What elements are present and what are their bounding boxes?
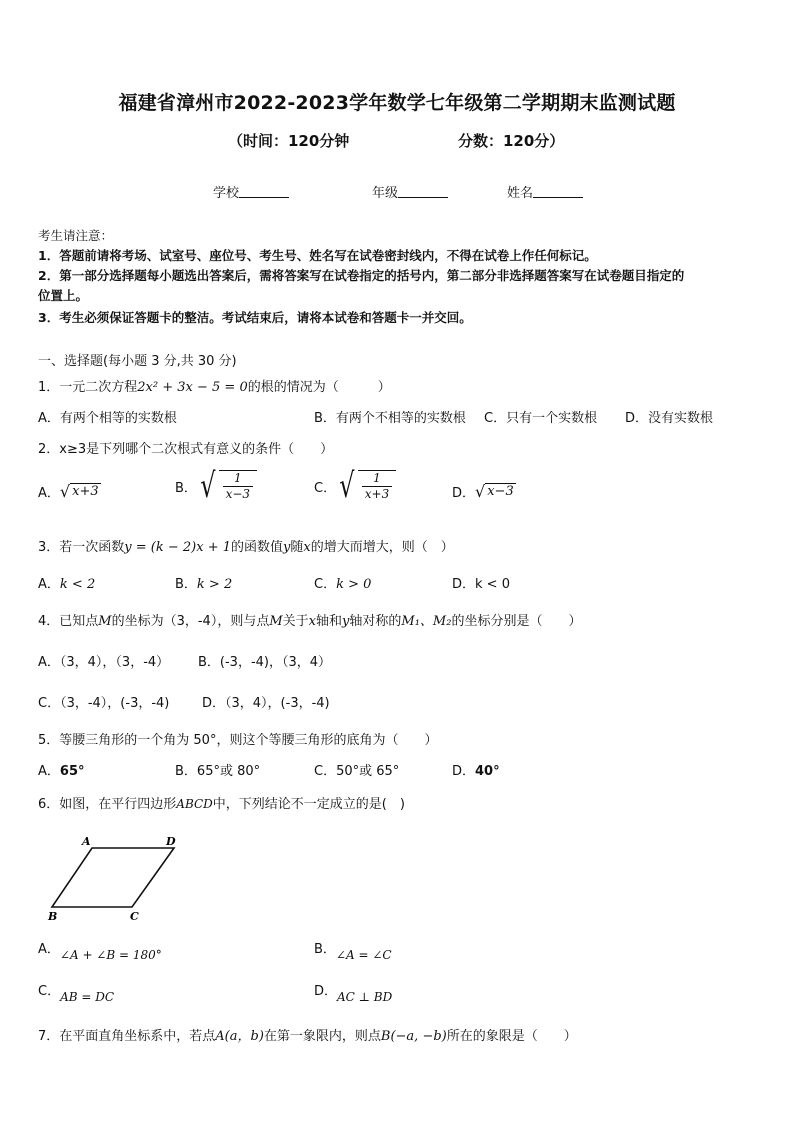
q1-suffix: 的根的情况为（ ） [247,380,391,395]
notice-item-2: 2．第一部分选择题每小题选出答案后，需将答案写在试卷指定的括号内，第二部分非选择题答案写在试卷题目指定的 [38,268,685,283]
notice-item-3: 3．考生必须保证答题卡的整洁。考试结束后，请将本试卷和答题卡一并交回。 [38,310,472,325]
q4-p6: 的坐标分别是（ ） [451,614,582,629]
radical-icon: √ [339,466,355,506]
q1-option-c: C．只有一个实数根 [484,411,598,426]
q2-a-expr: x+3 [72,484,99,499]
q2-b-label: B． [175,480,197,496]
q2-c-sqrt [336,466,396,506]
q4-p5: 轴对称的 [349,614,402,629]
q3-c-label: C． [314,577,337,592]
question-1 [38,376,391,395]
q4-p4: 轴和 [316,614,343,629]
q2-d-sqrt [475,483,516,500]
q4-m: M [98,614,112,629]
q2-d-expr: x−3 [487,484,514,499]
q2-option-d [452,482,516,501]
q3-c-expr: k > 0 [336,577,372,592]
q4-option-d: D．（3，4），(-3，-4) [202,696,330,711]
q4-y: y [342,614,350,629]
page-title: 福建省漳州市2022-2023学年数学七年级第二学期期末监测试题 [118,92,676,114]
q4-p2: 的坐标为（3，-4），则与点 [111,614,270,629]
q2-c-frac [358,470,396,502]
name-field [507,182,583,201]
q3-option-d [452,573,510,592]
question-7 [38,1025,577,1044]
q6-option-a [38,938,162,962]
q2-option-b [175,466,257,506]
parallelogram-shape [52,848,174,907]
grade-label: 年级 [372,186,399,201]
q1-prefix: 1．一元二次方程 [38,380,138,395]
grade-blank [398,185,448,198]
q6-prefix: 6．如图，在平行四边形 [38,797,177,812]
q4-p1: 4．已知点 [38,614,99,629]
q2-c-num: 1 [373,471,381,485]
section-heading: 一、选择题(每小题 3 分,共 30 分) [38,354,237,369]
q6-a-expr: ∠A + ∠B = 180° [59,948,162,962]
q5-option-a [38,760,85,779]
school-label: 学校 [213,186,240,201]
q5-d-value: 40° [475,764,500,779]
q2-d-label: D． [452,486,476,501]
question-2: 2．x≥3是下列哪个二次根式有意义的条件（ ） [38,442,334,457]
q3-b-expr: k > 2 [196,577,233,592]
q6-option-d [314,980,393,1004]
exam-time: （时间：120分钟 [228,132,350,150]
q3-middle: 的函数值 [231,540,284,555]
grade-field [372,182,448,201]
q6-suffix: 中，下列结论不一定成立的是( ) [212,797,405,812]
q1-option-b: B．有两个不相等的实数根 [314,411,466,426]
q3-suffix: 的增大而增大，则（ ） [310,540,454,555]
q1-equation: 2x² + 3x − 5 = 0 [137,380,248,395]
name-blank [533,185,583,198]
q4-option-c: C．（3，-4），(-3，-4) [38,696,170,711]
q6-a-label: A． [38,942,60,957]
q6-option-b [314,938,392,962]
q7-prefix: 7．在平面直角坐标系中，若点 [38,1029,216,1044]
vertex-d-label: D [166,835,176,848]
q3-option-b [175,573,232,592]
q4-m2: M [269,614,283,629]
q7-suffix: 所在的象限是（ ） [446,1029,577,1044]
q5-a-value: 65° [59,764,85,779]
q3-b-label: B． [175,577,197,592]
q3-option-c [314,573,371,592]
q3-x: x [303,540,311,555]
q3-d-label: D． [452,577,476,592]
q5-a-label: A． [38,764,60,779]
question-4 [38,610,581,629]
radical-icon: √ [200,466,216,506]
q5-option-b: B．65°或 80° [175,764,261,779]
q5-option-c: C．50°或 65° [314,764,400,779]
vertex-c-label: C [130,910,139,922]
q3-d-expr: k < 0 [475,577,510,592]
q4-option-a: A．（3，4），（3，-4） [38,655,170,670]
q3-y: y [283,540,291,555]
q7-middle: 在第一象限内，则点 [263,1029,381,1044]
q2-b-sqrt [197,466,257,506]
q6-abcd: ABCD [176,797,213,811]
q4-p3: 关于 [282,614,309,629]
q2-a-label: A． [38,486,60,501]
q2-b-den: x−3 [223,486,253,502]
q3-prefix: 3．若一次函数 [38,540,125,555]
q3-a-expr: k < 2 [59,577,96,592]
q4-m1m2: M₁、M₂ [401,614,452,629]
q5-option-d [452,760,500,779]
question-6 [38,793,405,812]
q2-b-frac [219,470,257,502]
vertex-a-label: A [82,835,91,848]
q6-c-expr: AB = DC [60,990,115,1004]
q2-a-sqrt [60,483,101,500]
q7-point-b: B(−a, −b) [380,1029,447,1044]
q5-d-label: D． [452,764,476,779]
q6-b-expr: ∠A = ∠C [335,948,392,962]
q6-c-label: C． [38,984,61,999]
q3-mid2: 随 [290,540,304,555]
q2-c-den: x+3 [362,486,392,502]
radical-icon: √ [59,482,71,501]
q3-func: y = (k − 2)x + 1 [124,540,231,555]
vertex-b-label: B [48,910,58,922]
question-3 [38,536,454,555]
q2-b-num: 1 [234,471,242,485]
q2-option-c [314,466,396,506]
q2-c-label: C． [314,480,337,496]
q3-option-a [38,573,95,592]
q6-option-c [38,980,115,1004]
q1-option-d: D．没有实数根 [625,411,714,426]
q1-option-a: A．有两个相等的实数根 [38,411,177,426]
q6-d-expr: AC ⊥ BD [337,990,393,1004]
q2-option-a [38,482,101,501]
q6-b-label: B． [314,942,336,957]
notice-heading: 考生请注意： [38,228,114,243]
q4-x: x [308,614,316,629]
question-5: 5．等腰三角形的一个角为 50°，则这个等腰三角形的底角为（ ） [38,733,438,748]
exam-score: 分数：120分） [458,132,565,150]
parallelogram-figure [44,832,184,922]
school-blank [239,185,289,198]
notice-item-1: 1．答题前请将考场、试室号、座位号、考生号、姓名写在试卷密封线内，不得在试卷上作任何标记。 [38,248,597,263]
q4-option-b: B．(-3，-4)，（3，4） [198,655,332,670]
notice-item-2-cont: 位置上。 [38,288,89,303]
q7-point-a: A(a，b) [215,1029,264,1044]
q6-d-label: D． [314,984,338,999]
school-field [213,182,289,201]
radical-icon: √ [475,482,486,501]
q3-a-label: A． [38,577,60,592]
name-label: 姓名 [507,186,534,201]
